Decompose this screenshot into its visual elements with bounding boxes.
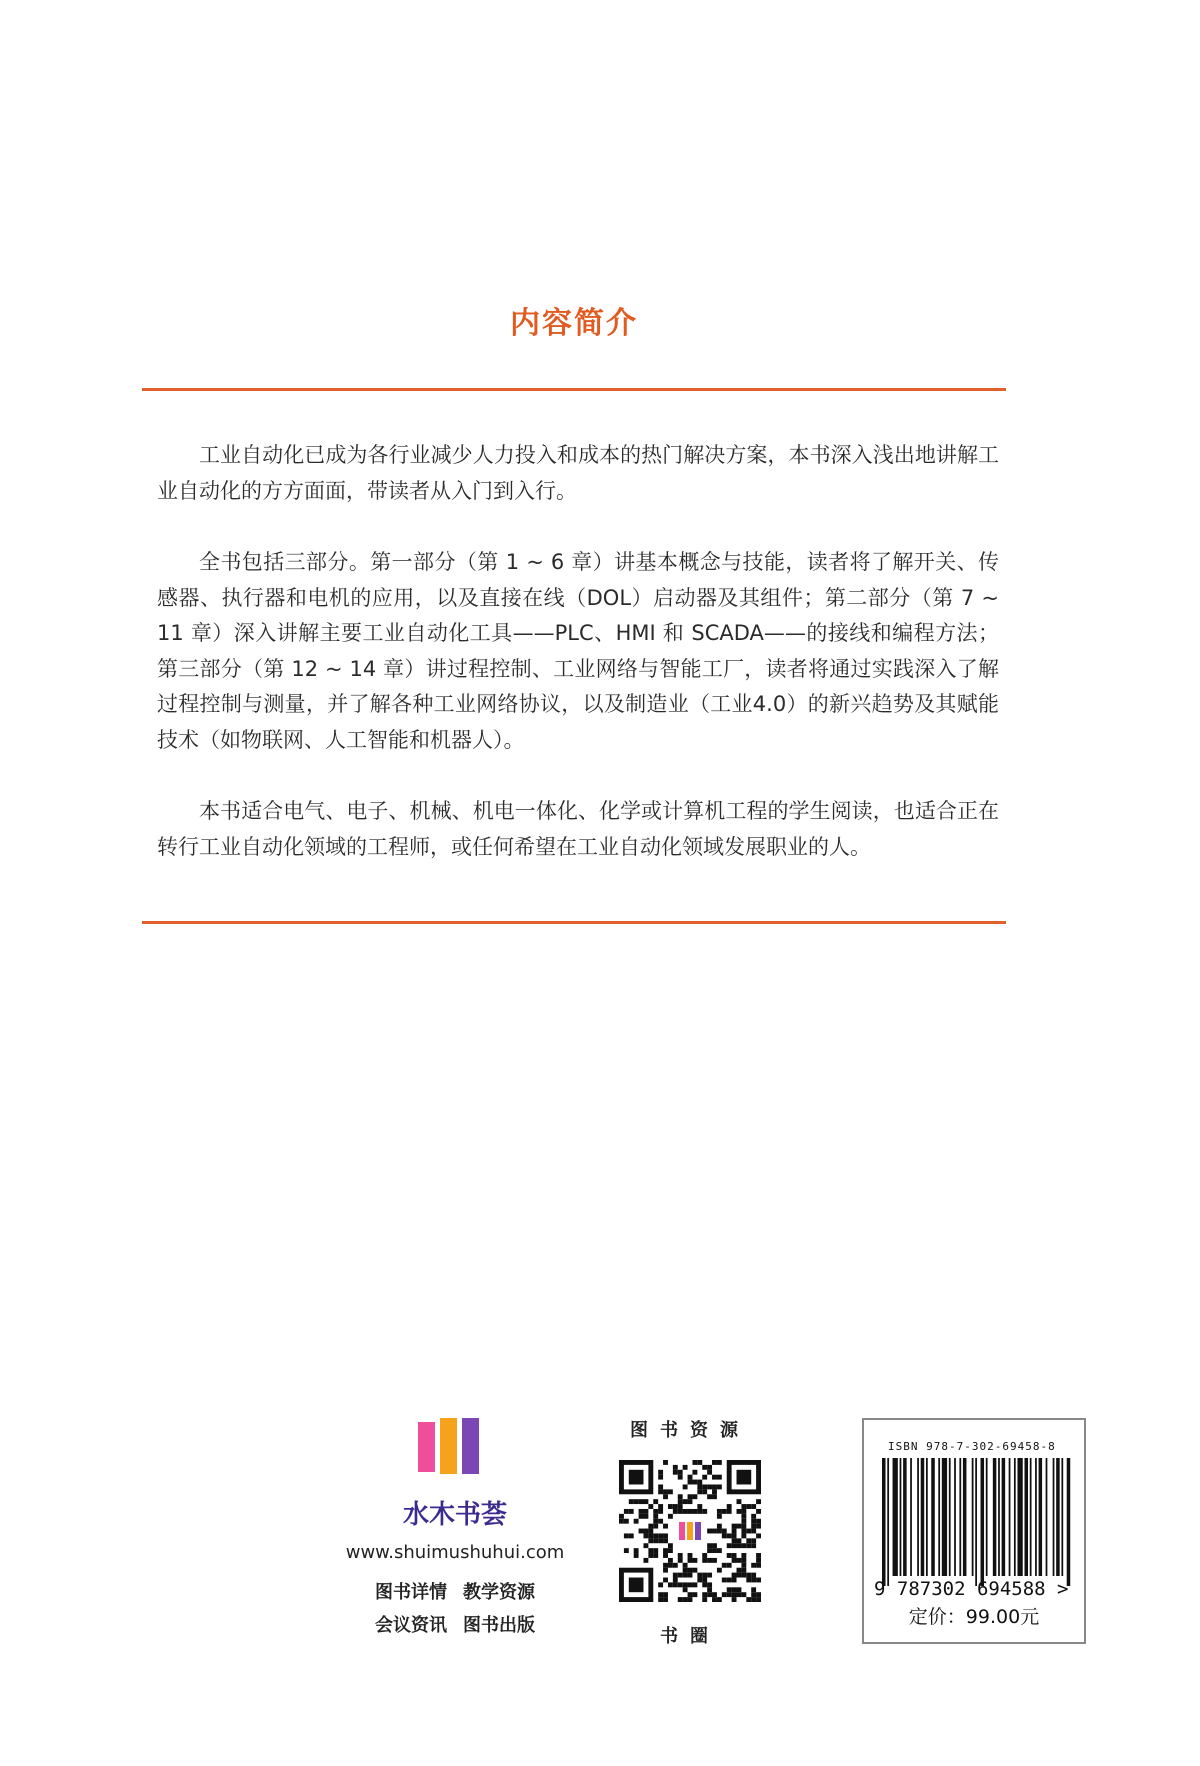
logo-bar-pink	[418, 1422, 435, 1472]
publisher-website: www.shuimushuhui.com	[345, 1542, 565, 1563]
synopsis-paragraph: 工业自动化已成为各行业减少人力投入和成本的热门解决方案，本书深入浅出地讲解工业自动化的方方面面，带读者从入门到入行。	[157, 443, 999, 503]
qr-center-logo	[676, 1517, 704, 1545]
publisher-logo	[418, 1418, 498, 1484]
qr-block	[610, 1416, 770, 1647]
synopsis-paragraph: 全书包括三部分。第一部分（第 1 ~ 6 章）讲基本概念与技能，读者将了解开关、传感器、执行器和电机的应用，以及直接在线（DOL）启动器及其组件；第二部分（第 7 ~ 11 章）深入讲解主要工业自动化工具——PLC、HMI 和 SCADA——的接线和编程方法；第三部分（第 12 ~ 14 章）讲过程控制、工业网络与智能工厂，读者将通过实践深入了解过程控制与测量，并了解各种工业网络协议，以及制造业（工业4.0）的新兴趋势及其赋能技术（如物联网、人工智能和机器人）。	[157, 550, 999, 752]
qr-title: 图书资源	[630, 1420, 750, 1441]
top-divider	[142, 388, 1006, 391]
qr-caption: 书圈	[660, 1626, 720, 1647]
logo-bar-orange	[440, 1418, 457, 1474]
price: 定价：99.00元	[908, 1606, 1040, 1628]
barcode-digits: 9 787302 694588 >	[874, 1578, 1069, 1600]
link-book-details: 图书详情	[375, 1582, 447, 1603]
isbn-label: ISBN 978-7-302-69458-8	[888, 1440, 1056, 1453]
logo-bar-purple	[462, 1418, 479, 1474]
link-teaching-resources: 教学资源	[463, 1582, 535, 1603]
link-book-publishing: 图书出版	[463, 1615, 535, 1636]
section-title: 内容简介	[510, 306, 638, 341]
synopsis	[157, 438, 999, 901]
synopsis-paragraph: 本书适合电气、电子、机械、机电一体化、化学或计算机工程的学生阅读，也适合正在转行工业自动化领域的工程师，或任何希望在工业自动化领域发展职业的人。	[157, 799, 999, 859]
link-conference-news: 会议资讯	[375, 1615, 447, 1636]
publisher-links	[340, 1576, 570, 1642]
bottom-divider	[142, 921, 1006, 924]
qr-code	[619, 1460, 761, 1602]
barcode	[882, 1458, 1072, 1586]
isbn-box	[862, 1418, 1086, 1644]
publisher-brand: 水木书荟	[402, 1500, 507, 1530]
